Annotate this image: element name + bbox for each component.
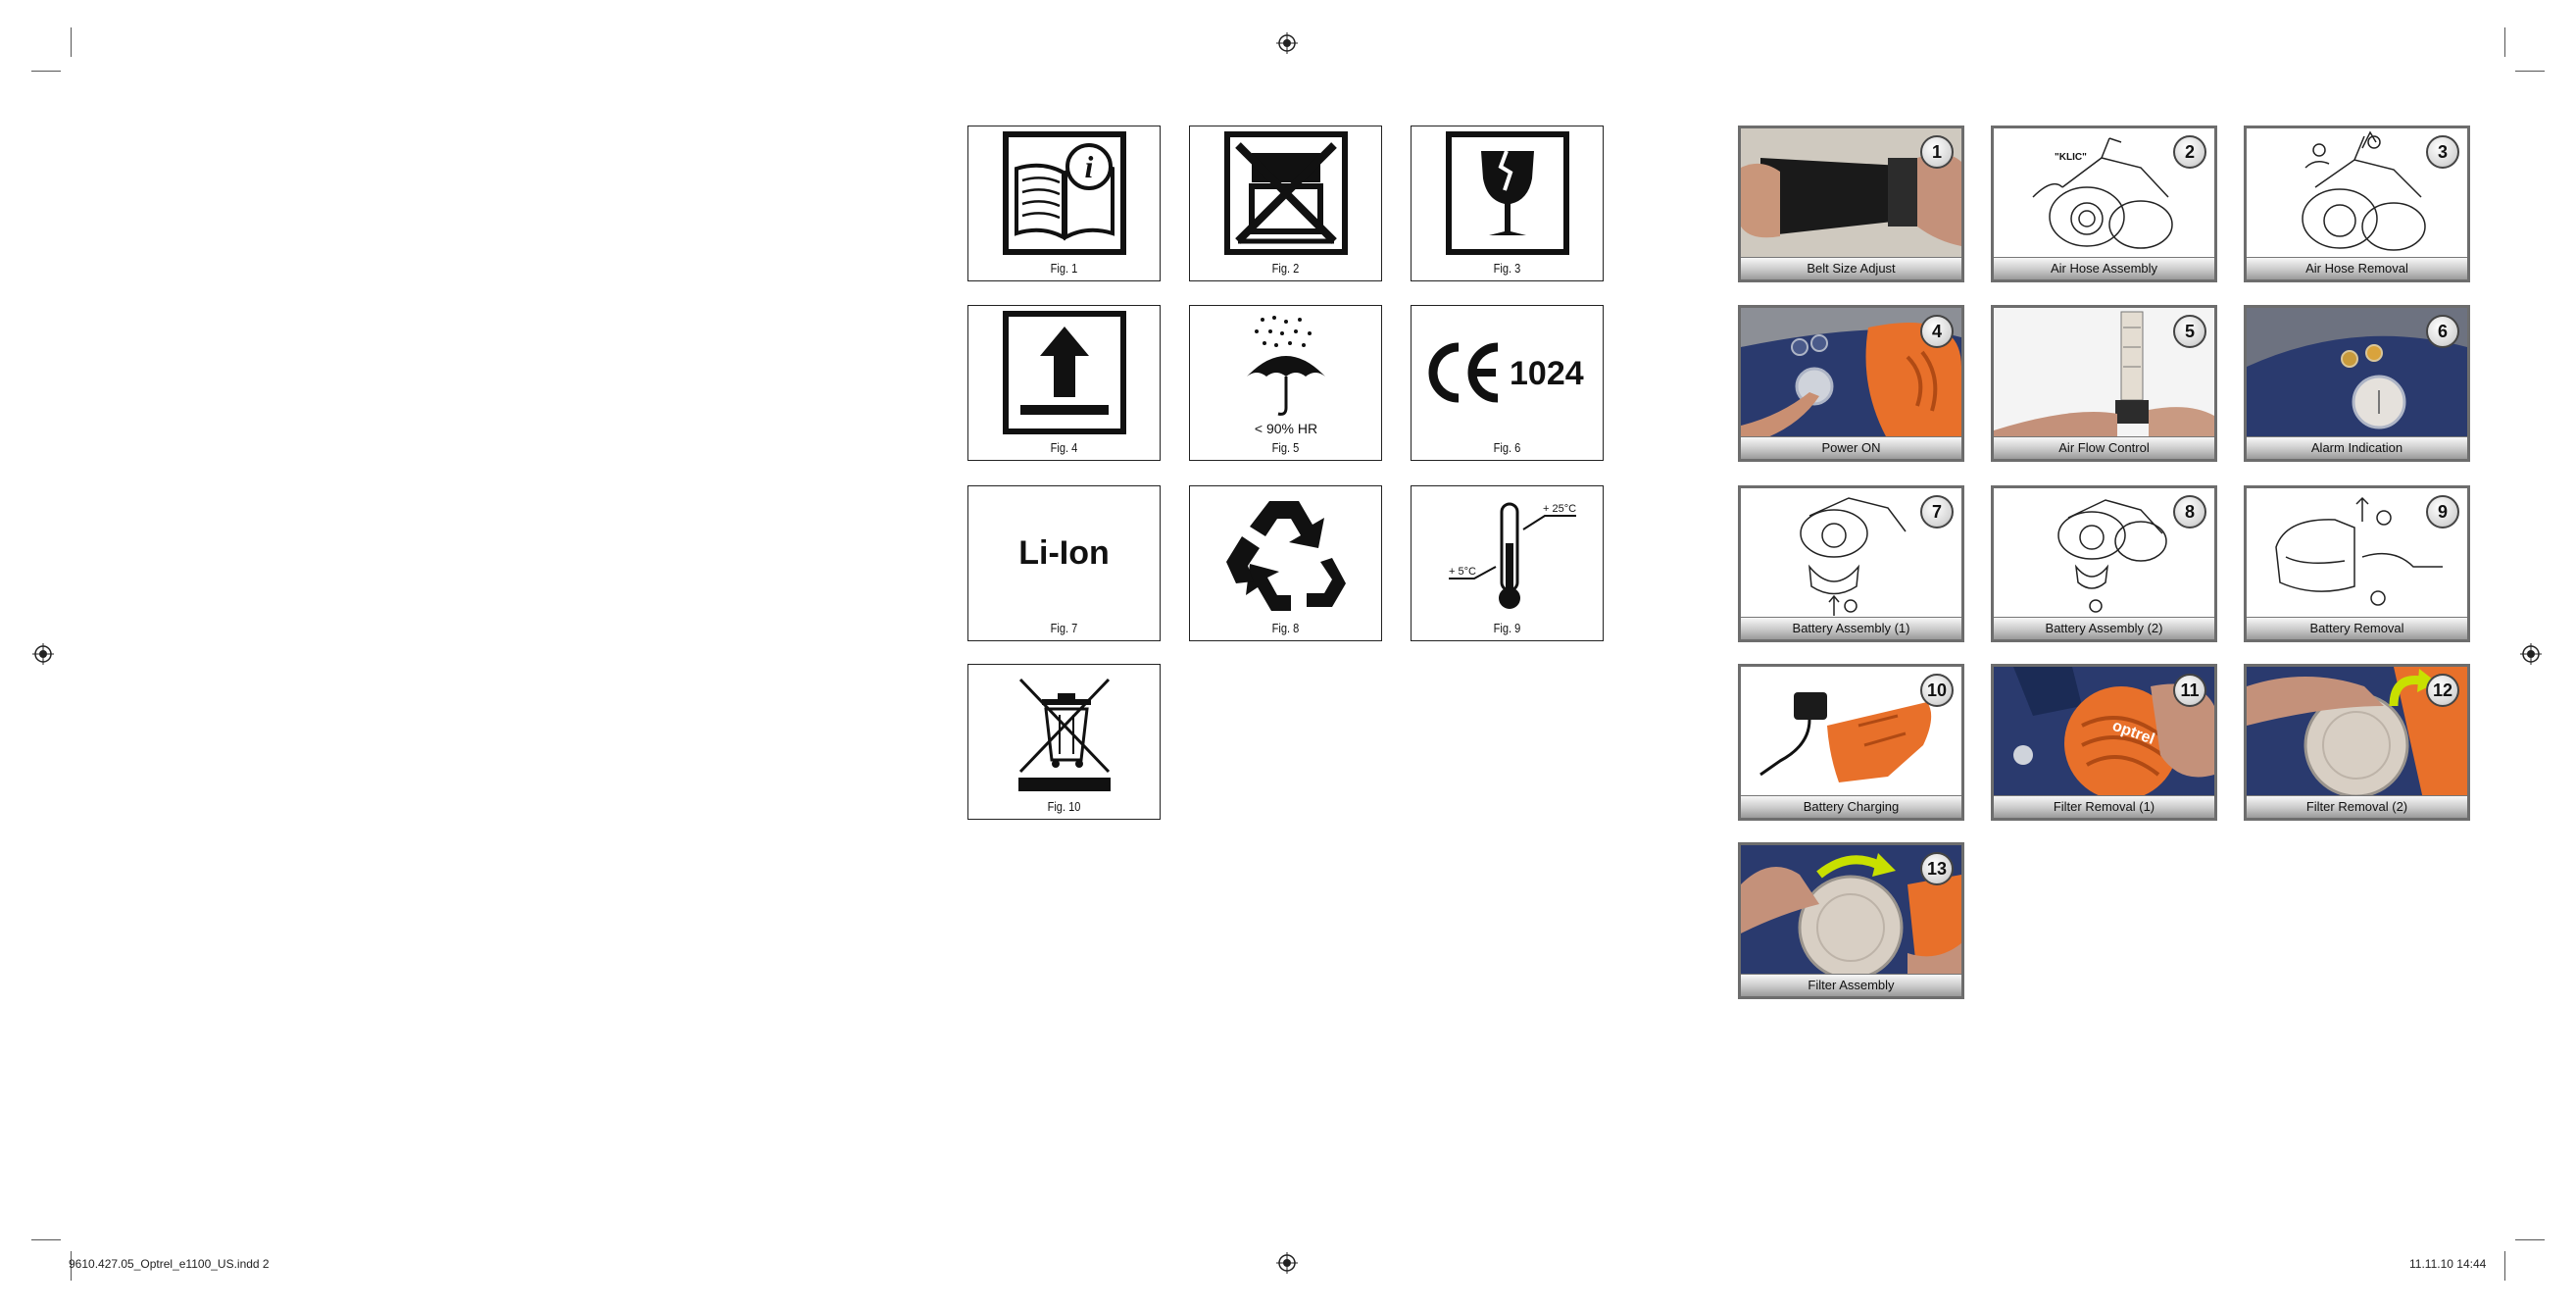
photo-caption: Air Flow Control <box>1994 436 2214 459</box>
figure-caption: Fig. 5 <box>1271 440 1300 455</box>
figure-caption: Fig. 2 <box>1271 261 1300 276</box>
notified-body-number: 1024 <box>1509 355 1584 392</box>
crop-mark <box>71 27 72 57</box>
crop-mark <box>2515 71 2545 72</box>
photo-card-9 <box>2244 485 2470 642</box>
step-number-badge: 6 <box>2426 315 2459 348</box>
registration-mark-icon <box>32 643 54 665</box>
symbol-card-fig-2 <box>1189 126 1382 281</box>
step-number-badge: 13 <box>1920 852 1954 885</box>
max-temp-label: + 25°C <box>1542 503 1576 515</box>
fragile-glass-icon <box>1446 131 1569 255</box>
step-number-badge: 3 <box>2426 135 2459 169</box>
photo-caption: Battery Charging <box>1741 795 1961 818</box>
photo-card-10 <box>1738 664 1964 821</box>
photo-caption: Battery Assembly (1) <box>1741 617 1961 639</box>
manual-info-icon <box>1003 131 1126 255</box>
crop-mark <box>2504 27 2505 57</box>
step-number-badge: 5 <box>2173 315 2206 348</box>
photo-card-4 <box>1738 305 1964 462</box>
symbol-card-fig-8 <box>1189 485 1382 641</box>
symbol-card-fig-5 <box>1189 305 1382 461</box>
min-temp-label: + 5°C <box>1448 566 1476 578</box>
step-number-badge: 11 <box>2173 674 2206 707</box>
photo-caption: Filter Removal (2) <box>2247 795 2467 818</box>
photo-caption: Belt Size Adjust <box>1741 257 1961 279</box>
crop-mark <box>2515 1239 2545 1240</box>
photo-caption: Alarm Indication <box>2247 436 2467 459</box>
klic-callout: "KLIC" <box>2055 152 2087 163</box>
li-ion-label: Li-Ion <box>1018 533 1110 572</box>
figure-caption: Fig. 7 <box>1050 621 1078 635</box>
date-slug: 11.11.10 14:44 <box>2409 1257 2487 1271</box>
symbol-card-fig-6 <box>1411 305 1604 461</box>
file-slug: 9610.427.05_Optrel_e1100_US.indd 2 <box>69 1257 270 1271</box>
optrel-logo: optrel <box>2109 717 2157 748</box>
step-number-badge: 10 <box>1920 674 1954 707</box>
photo-card-11 <box>1991 664 2217 821</box>
recycle-icon <box>1222 491 1350 615</box>
svg-text:i: i <box>1084 149 1093 184</box>
figure-caption: Fig. 8 <box>1271 621 1300 635</box>
humidity-label: < 90% HR <box>1254 421 1317 436</box>
figure-caption: Fig. 1 <box>1050 261 1078 276</box>
photo-card-13 <box>1738 842 1964 999</box>
step-number-badge: 12 <box>2426 674 2459 707</box>
figure-caption: Fig. 10 <box>1047 799 1081 814</box>
step-number-badge: 8 <box>2173 495 2206 529</box>
symbol-card-fig-9 <box>1411 485 1604 641</box>
step-number-badge: 7 <box>1920 495 1954 529</box>
photo-card-1 <box>1738 126 1964 282</box>
figure-caption: Fig. 9 <box>1493 621 1521 635</box>
symbol-card-fig-4 <box>967 305 1161 461</box>
step-number-badge: 4 <box>1920 315 1954 348</box>
registration-mark-icon <box>2520 643 2542 665</box>
crop-mark <box>31 1239 61 1240</box>
registration-mark-icon <box>1276 1252 1298 1274</box>
step-number-badge: 1 <box>1920 135 1954 169</box>
this-way-up-icon <box>1003 311 1126 434</box>
crop-mark <box>31 71 61 72</box>
symbol-card-fig-10 <box>967 664 1161 820</box>
figure-caption: Fig. 3 <box>1493 261 1521 276</box>
temperature-range-icon <box>1419 494 1596 612</box>
photo-caption: Filter Assembly <box>1741 974 1961 996</box>
keep-dry-umbrella-icon <box>1217 306 1355 439</box>
do-not-stack-icon <box>1224 131 1348 255</box>
crossed-bin-weee-icon <box>1001 670 1128 793</box>
photo-card-12 <box>2244 664 2470 821</box>
photo-caption: Battery Assembly (2) <box>1994 617 2214 639</box>
photo-card-3 <box>2244 126 2470 282</box>
symbol-card-fig-7 <box>967 485 1161 641</box>
photo-caption: Battery Removal <box>2247 617 2467 639</box>
photo-caption: Power ON <box>1741 436 1961 459</box>
step-number-badge: 2 <box>2173 135 2206 169</box>
photo-card-2 <box>1991 126 2217 282</box>
photo-caption: Filter Removal (1) <box>1994 795 2214 818</box>
photo-card-8 <box>1991 485 2217 642</box>
photo-card-7 <box>1738 485 1964 642</box>
figure-caption: Fig. 6 <box>1493 440 1521 455</box>
ce-mark-icon <box>1419 333 1596 412</box>
crop-mark <box>2504 1251 2505 1281</box>
figure-caption: Fig. 4 <box>1050 440 1078 455</box>
step-number-badge: 9 <box>2426 495 2459 529</box>
photo-caption: Air Hose Assembly <box>1994 257 2214 279</box>
photo-card-6 <box>2244 305 2470 462</box>
photo-card-5 <box>1991 305 2217 462</box>
symbol-card-fig-1 <box>967 126 1161 281</box>
registration-mark-icon <box>1276 32 1298 54</box>
symbol-card-fig-3 <box>1411 126 1604 281</box>
photo-caption: Air Hose Removal <box>2247 257 2467 279</box>
